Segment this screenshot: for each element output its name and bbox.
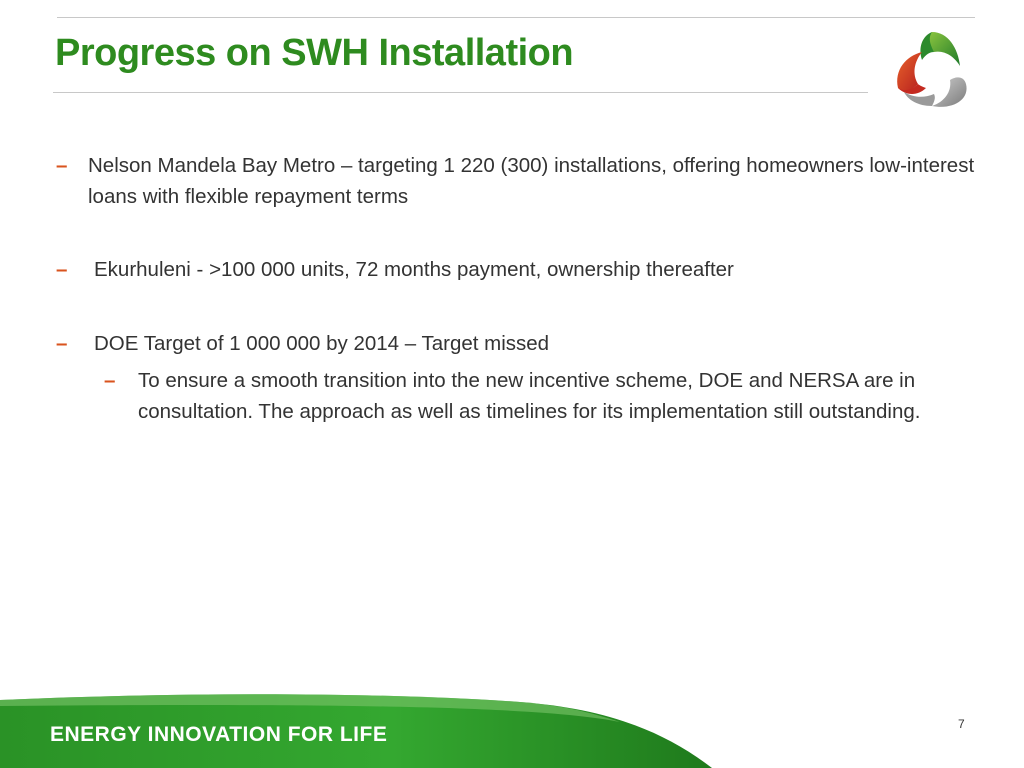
sub-bullet-text: To ensure a smooth transition into the new incentive scheme, DOE and NERSA are in consultation. The approach as well as timelines for its implementation still outstanding. [138,369,921,423]
bullet-text: DOE Target of 1 000 000 by 2014 – Target missed [94,332,550,355]
page-number: 7 [958,717,965,731]
bullet-dash: – [56,258,68,281]
footer-tagline: ENERGY INNOVATION FOR LIFE [50,723,388,746]
sub-bullet-dash: – [104,369,116,392]
bullet-dash: – [56,154,68,177]
bullet-item [56,254,996,285]
title-divider [53,92,868,93]
top-divider [57,17,975,18]
bullet-text: Nelson Mandela Bay Metro – targeting 1 220 (300) installations, offering homeowners low-interest loans with flexible repayment terms [88,154,975,208]
bullet-item [56,150,996,212]
bullet-item [56,328,996,359]
slide-title: Progress on SWH Installation [55,32,574,74]
bullet-text: Ekurhuleni - >100 000 units, 72 months payment, ownership thereafter [94,258,734,281]
sub-bullet-item [104,365,1004,427]
tri-color-swirl-logo-icon [888,26,976,114]
bullet-dash: – [56,332,68,355]
